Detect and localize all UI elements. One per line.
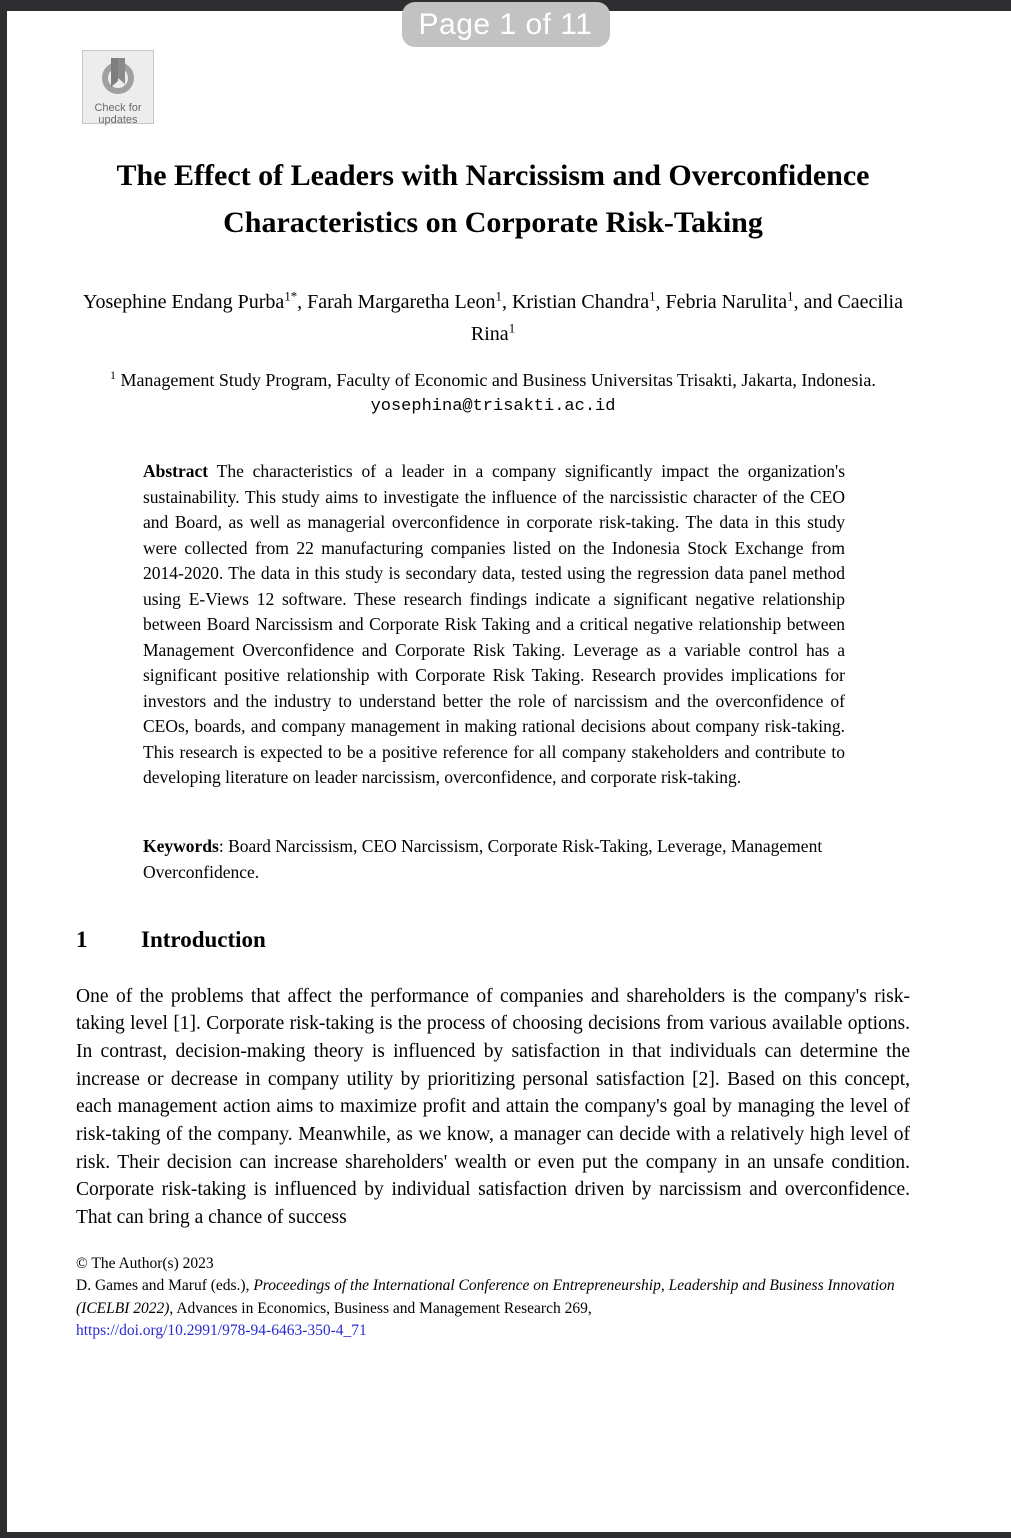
keywords-paragraph [143,833,845,885]
section-title: Introduction [141,926,266,952]
copyright-footer [76,1253,910,1343]
author: , Febria Narulita [655,291,788,313]
author-affiliation-mark: 1 [649,289,656,304]
author: Yosephine Endang Purba [83,291,285,313]
author: , Kristian Chandra [501,291,650,313]
keywords-label: Keywords [143,835,219,856]
proceedings-title: Proceedings of the International Conference on Entrepreneurship, Leadership and Business Innovation (ICELBI 2022) [76,1277,895,1317]
title-line-1: The Effect of Leaders with Narcissism and Overconfidence [116,159,870,192]
author-affiliation-mark: 1 [495,289,502,304]
abstract-paragraph [143,459,845,791]
paper-title [76,152,910,246]
author: , Farah Margaretha Leon [297,291,496,313]
title-line-2: Characteristics on Corporate Risk-Taking [223,206,763,239]
paper-page [76,0,910,1343]
affiliation-text: Management Study Program, Faculty of Economic and Business Universitas Trisakti, Jakarta, Indonesia. [115,370,876,390]
author: , and Caecilia Rina [470,291,903,345]
doi-link[interactable]: https://doi.org/10.2991/978-94-6463-350-4_71 [76,1322,367,1340]
affiliation [76,367,910,393]
authors-line [76,286,910,350]
copyright-line: © The Author(s) 2023 [76,1254,214,1272]
check-for-updates-label: Check for updates [94,102,142,126]
author-affiliation-mark: 1 [508,321,516,336]
section-number: 1 [76,926,88,952]
abstract-text: The characteristics of a leader in a company significantly impact the organization's sustainability. This study aims to investigate the influence of the narcissistic character of the CEO and Board, as well as managerial overconfidence in corporate risk-taking. The data in this study were collected from 22 manufacturing companies listed on the Indonesia Stock Exchange from 2014-2020. The data in this study is secondary data, tested using the regression data panel method using E-Views 12 software. These research findings indicate a significant negative relationship between Board Narcissism and Corporate Risk Taking and a critical negative relationship between Management Overconfidence and Corporate Risk Taking. Leverage as a variable control has a significant positive relationship with Corporate Risk Taking. Research provides implications for investors and the industry to understand better the role of narcissism and the overconfidence of CEOs, boards, and company management in making rational decisions about company risk-taking. This research is expected to be a positive reference for all company stakeholders and contribute to developing literature on leader narcissism, overconfidence, and corporate risk-taking. [143,461,845,787]
page-indicator-label: Page 1 of 11 [418,7,593,41]
author-email: yosephina@trisakti.ac.id [370,397,616,416]
section-heading-introduction [76,927,910,953]
author-affiliation-mark: 1 [787,289,794,304]
abstract-label: Abstract [143,461,209,481]
citation-line: D. Games and Maruf (eds.), Proceedings of the International Conference on Entrepreneurship, Leadership and Business Innovation (ICELBI 2022), Advances in Economics, Business and Management Research 269, [76,1277,895,1317]
viewer-bottom-bar [0,1532,1011,1538]
introduction-paragraph: One of the problems that affect the performance of companies and shareholders is the company's risk-taking level [1]. Corporate risk-taking is the process of choosing decisions from various available options. In contrast, decision-making theory is influenced by satisfaction in that individuals can determine the increase or decrease in company utility by prioritizing personal satisfaction [2]. Based on this concept, each management action aims to maximize profit and attain the company's goal by managing the level of risk-taking of the company. Meanwhile, as we know, a manager can decide with a relatively high level of risk. Their decision can increase shareholders' wealth or even put the company in an unsafe condition. Corporate risk-taking is influenced by individual satisfaction driven by narcissism and overconfidence. That can bring a chance of success [76,985,910,1229]
viewer-left-edge [0,0,7,1538]
author-affiliation-mark: 1* [284,289,298,304]
keywords-text: : Board Narcissism, CEO Narcissism, Corporate Risk-Taking, Leverage, Management Overconfidence. [143,835,823,882]
page-indicator-pill [402,2,610,47]
affiliation-mark: 1 [110,370,116,382]
